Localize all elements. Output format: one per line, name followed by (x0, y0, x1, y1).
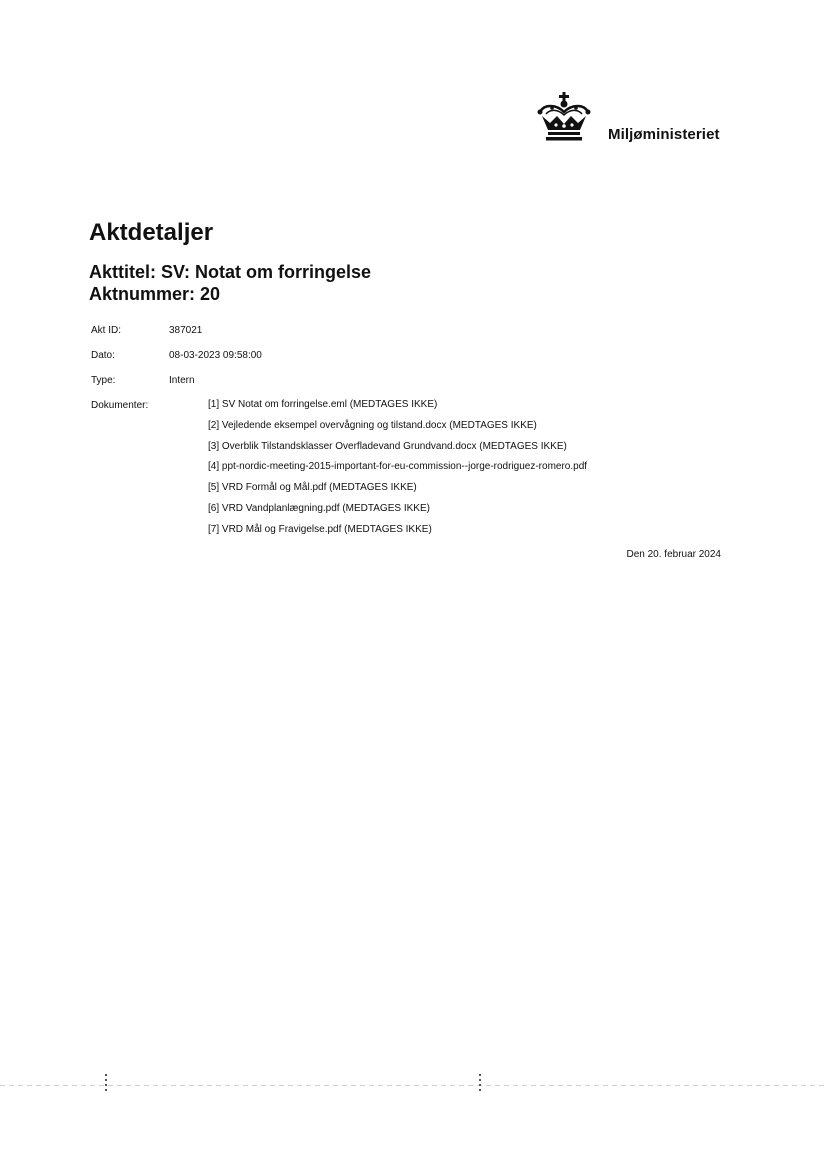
ministry-logo (534, 90, 734, 150)
document-item: [6] VRD Vandplanlægning.pdf (MEDTAGES IKKE) (208, 502, 430, 514)
document-item: [5] VRD Formål og Mål.pdf (MEDTAGES IKKE) (208, 482, 417, 494)
crown-icon (534, 90, 594, 146)
dato-value: 08-03-2023 09:58:00 (169, 350, 262, 361)
document-item: [4] ppt-nordic-meeting-2015-important-for-eu-commission--jorge-rodriguez-romero.pdf (208, 461, 588, 473)
document-date: Den 20. februar 2024 (626, 549, 721, 560)
document-list (208, 398, 587, 544)
type-value: Intern (169, 375, 195, 386)
document-item: [3] Overblik Tilstandsklasser Overfladevand Grundvand.docx (MEDTAGES IKKE) (208, 440, 567, 452)
document-item: [2] Vejledende eksempel overvågning og tilstand.docx (MEDTAGES IKKE) (208, 419, 537, 431)
page-title: Aktdetaljer (89, 219, 214, 246)
scan-artifact-mark (105, 1074, 107, 1092)
document-item: [7] VRD Mål og Fravigelse.pdf (MEDTAGES IKKE) (208, 523, 432, 535)
dokumenter-label: Dokumenter: (91, 400, 149, 411)
type-label: Type: (91, 375, 116, 386)
scan-artifact-mark (479, 1074, 481, 1092)
akt-id-label: Akt ID: (91, 325, 122, 336)
dato-label: Dato: (91, 350, 115, 361)
brand-name: Miljøministeriet (608, 126, 720, 143)
aktnummer-heading: Aktnummer: 20 (89, 284, 221, 304)
akt-id-value: 387021 (169, 325, 203, 336)
document-item: [1] SV Notat om forringelse.eml (MEDTAGES IKKE) (208, 399, 438, 410)
akttitel-heading: Akttitel: SV: Notat om forringelse (89, 262, 372, 282)
scan-artifact-line (0, 1085, 826, 1086)
